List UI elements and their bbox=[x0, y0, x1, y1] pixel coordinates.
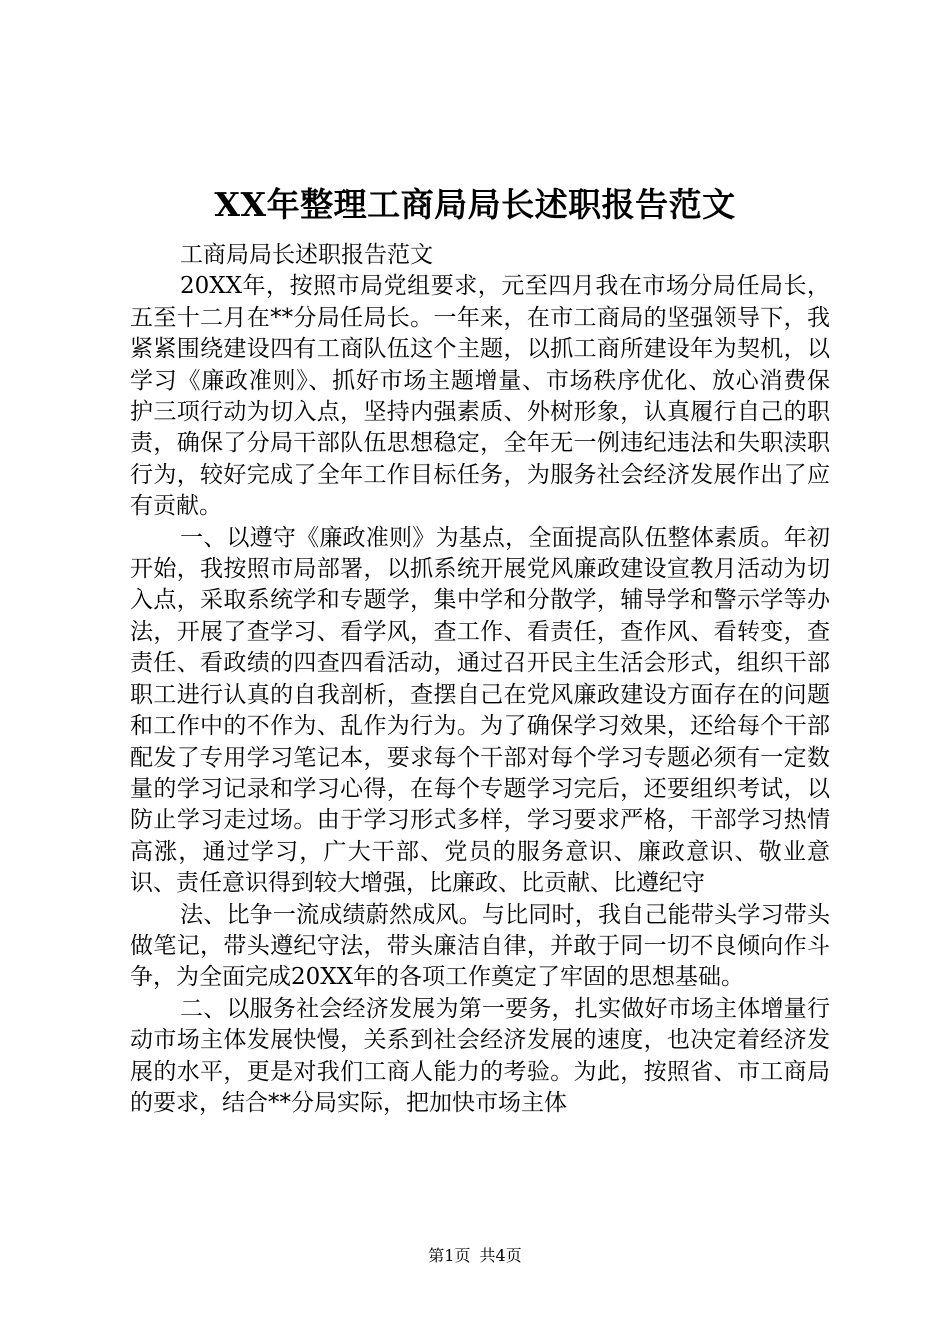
intro-paragraph: 20XX年，按照市局党组要求，元至四月我在市场分局任局长，五至十二月在**分局任局长。一年来，在市工商局的坚强领导下，我紧紧围绕建设四有工商队伍这个主题，以抓工商所建设年为契机，以学习《廉政准则》、抓好市场主题增量、市场秩序优化、放心消费保护三项行动为切入点，坚持内强素质、外树形象，认真履行自己的职责，确保了分局干部队伍思想稳定，全年无一例违纪违法和失职渎职行为，较好完成了全年工作目标任务，为服务社会经济发展作出了应有贡献。 bbox=[130, 273, 830, 520]
page-footer bbox=[0, 1246, 950, 1266]
document-title: XX年整理工商局局长述职报告范文 bbox=[214, 185, 736, 224]
section-one-paragraph: 一、以遵守《廉政准则》为基点，全面提高队伍整体素质。年初开始，我按照市局部署，以抓系统开展党风廉政建设宣教月活动为切入点，采取系统学和专题学，集中学和分散学，辅导学和警示学等办法，开展了查学习、看学风，查工作、看责任，查作风、看转变，查责任、看政绩的四查四看活动，通过召开民主生活会形式，组织干部职工进行认真的自我剖析，查摆自己在党风廉政建设方面存在的问题和工作中的不作为、乱作为行为。为了确保学习效果，还给每个干部配发了专用学习笔记本，要求每个干部对每个学习专题必须有一定数量的学习记录和学习心得，在每个专题学习完后，还要组织考试，以防止学习走过场。由于学习形式多样，学习要求严格，干部学习热情高涨，通过学习，广大干部、党员的服务意识、廉政意识、敬业意识、责任意识得到较大增强，比廉政、比贡献、比遵纪守 bbox=[130, 524, 830, 897]
section-one-continued-paragraph: 法、比争一流成绩蔚然成风。与比同时，我自己能带头学习带头做笔记，带头遵纪守法，带头廉洁自律，并敢于同一切不良倾向作斗争，为全面完成20XX年的各项工作奠定了牢固的思想基础。 bbox=[130, 901, 830, 991]
subtitle-paragraph: 工商局局长述职报告范文 bbox=[180, 242, 433, 268]
page-number: 第1页 bbox=[428, 1246, 471, 1265]
section-two-paragraph: 二、以服务社会经济发展为第一要务，扎实做好市场主体增量行动市场主体发展快慢，关系到社会经济发展的速度，也决定着经济发展的水平，更是对我们工商人能力的考验。为此，按照省、市工商局的要求，结合**分局实际，把加快市场主体 bbox=[130, 995, 830, 1116]
document-body bbox=[130, 240, 830, 1119]
page-total: 共4页 bbox=[479, 1246, 522, 1265]
